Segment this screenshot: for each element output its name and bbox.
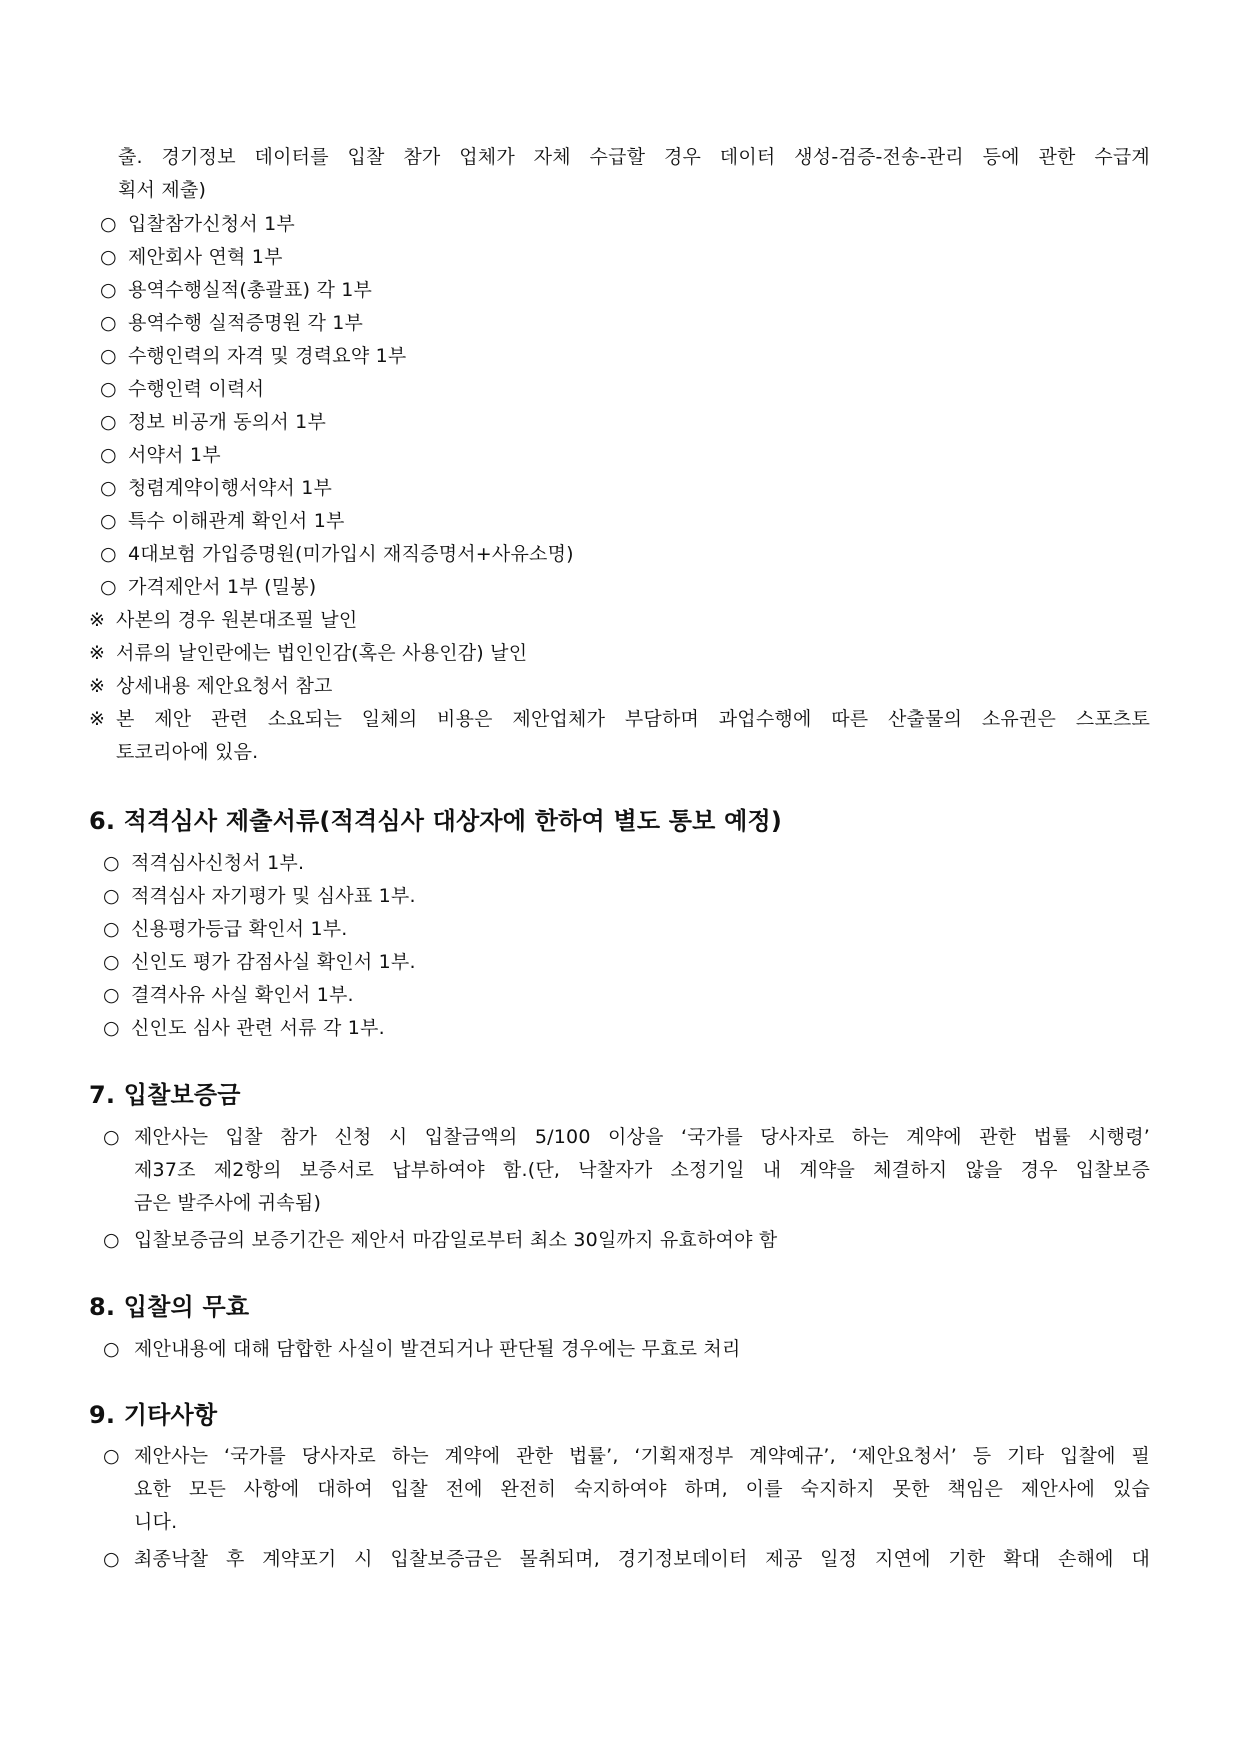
list-item: ○ 입찰보증금의 보증기간은 제안서 마감일로부터 최소 30일까지 유효하여야 함	[103, 1229, 778, 1251]
circle-bullet-icon: ○	[100, 213, 117, 235]
circle-bullet-icon: ○	[100, 345, 117, 367]
list-item: ○ 수행인력의 자격 및 경력요약 1부	[100, 345, 407, 367]
misc-item-2-line-1: 최종낙찰 후 계약포기 시 입찰보증금은 몰취되며, 경기정보데이터 제공 일정 지연에 기한 확대 손해에 대	[134, 1548, 1150, 1570]
misc-item-1-line-1: 제안사는 ‘국가를 당사자로 하는 계약에 관한 법률’, ‘기획재정부 계약예규’, ‘제안요청서’ 등 기타 입찰에 필	[134, 1445, 1150, 1467]
circle-bullet-icon: ○	[103, 1338, 120, 1360]
list-item: ○ 용역수행 실적증명원 각 1부	[100, 312, 364, 334]
circle-bullet-icon: ○	[103, 1548, 120, 1570]
list-item: ○ 제안회사 연혁 1부	[100, 246, 283, 268]
reference-mark-icon: ※	[89, 642, 106, 664]
list-item: ○ 서약서 1부	[100, 444, 221, 466]
list-item: ○ 신용평가등급 확인서 1부.	[103, 918, 348, 940]
misc-item-1-line-3: 니다.	[134, 1511, 178, 1533]
circle-bullet-icon: ○	[100, 312, 117, 334]
bid-bond-item-line-2: 제37조 제2항의 보증서로 납부하여야 함.(단, 낙찰자가 소정기일 내 계약을 체결하지 않을 경우 입찰보증	[134, 1159, 1150, 1181]
note-item: ※ 서류의 날인란에는 법인인감(혹은 사용인감) 날인	[89, 642, 528, 664]
list-item: ○ 수행인력 이력서	[100, 378, 265, 400]
section-7-heading: 7. 입찰보증금	[89, 1081, 241, 1109]
section-9-heading: 9. 기타사항	[89, 1401, 218, 1429]
intro-continuation-line-1: 출. 경기정보 데이터를 입찰 참가 업체가 자체 수급할 경우 데이터 생성-검증-전송-관리 등에 관한 수급계	[118, 146, 1150, 168]
circle-bullet-icon: ○	[103, 885, 120, 907]
reference-mark-icon: ※	[89, 708, 106, 730]
circle-bullet-icon: ○	[100, 543, 117, 565]
circle-bullet-icon: ○	[103, 984, 120, 1006]
note-item	[89, 706, 116, 732]
circle-bullet-icon: ○	[100, 444, 117, 466]
list-item: ○ 입찰참가신청서 1부	[100, 213, 295, 235]
list-item: ○ 결격사유 사실 확인서 1부.	[103, 984, 354, 1006]
circle-bullet-icon: ○	[103, 852, 120, 874]
section-8-heading: 8. 입찰의 무효	[89, 1293, 250, 1321]
circle-bullet-icon: ○	[100, 510, 117, 532]
section-6-heading: 6. 적격심사 제출서류(적격심사 대상자에 한하여 별도 통보 예정)	[89, 807, 783, 835]
circle-bullet-icon: ○	[100, 411, 117, 433]
list-item: ○ 적격심사 자기평가 및 심사표 1부.	[103, 885, 416, 907]
circle-bullet-icon: ○	[103, 918, 120, 940]
list-item: ○ 신인도 심사 관련 서류 각 1부.	[103, 1017, 385, 1039]
reference-mark-icon: ※	[89, 609, 106, 631]
list-item: ○ 신인도 평가 감점사실 확인서 1부.	[103, 951, 416, 973]
list-item: ○ 청렴계약이행서약서 1부	[100, 477, 333, 499]
circle-bullet-icon: ○	[100, 477, 117, 499]
intro-continuation-line-2: 획서 제출)	[118, 179, 207, 201]
list-item: ○ 정보 비공개 동의서 1부	[100, 411, 326, 433]
circle-bullet-icon: ○	[100, 576, 117, 598]
list-item: ○ 용역수행실적(총괄표) 각 1부	[100, 279, 373, 301]
note-item-continuation: 토코리아에 있음.	[116, 741, 259, 763]
circle-bullet-icon: ○	[100, 279, 117, 301]
note-item-text: 본 제안 관련 소요되는 일체의 비용은 제안업체가 부담하며 과업수행에 따른 산출물의 소유권은 스포츠토	[116, 708, 1150, 730]
misc-item-1-line-2: 요한 모든 사항에 대하여 입찰 전에 완전히 숙지하여야 하며, 이를 숙지하지 못한 책임은 제안사에 있습	[134, 1478, 1150, 1500]
circle-bullet-icon: ○	[100, 378, 117, 400]
circle-bullet-icon: ○	[103, 951, 120, 973]
list-item: ○ 특수 이해관계 확인서 1부	[100, 510, 345, 532]
circle-bullet-icon: ○	[103, 1445, 120, 1467]
list-item: ○ 적격심사신청서 1부.	[103, 852, 305, 874]
list-item: ○ 가격제안서 1부 (밀봉)	[100, 576, 317, 598]
note-item: ※ 사본의 경우 원본대조필 날인	[89, 609, 358, 631]
circle-bullet-icon: ○	[103, 1017, 120, 1039]
circle-bullet-icon: ○	[100, 246, 117, 268]
bid-bond-item-line-1: 제안사는 입찰 참가 신청 시 입찰금액의 5/100 이상을 ‘국가를 당사자로 하는 계약에 관한 법률 시행령’	[134, 1126, 1150, 1148]
circle-bullet-icon: ○	[103, 1126, 120, 1148]
circle-bullet-icon: ○	[103, 1229, 120, 1251]
bid-bond-item-line-3: 금은 발주사에 귀속됨)	[134, 1192, 322, 1214]
list-item: ○ 4대보험 가입증명원(미가입시 재직증명서+사유소명)	[100, 543, 574, 565]
note-item: ※ 상세내용 제안요청서 참고	[89, 675, 333, 697]
reference-mark-icon: ※	[89, 675, 106, 697]
list-item: ○ 제안내용에 대해 담합한 사실이 발견되거나 판단될 경우에는 무효로 처리	[103, 1338, 741, 1360]
